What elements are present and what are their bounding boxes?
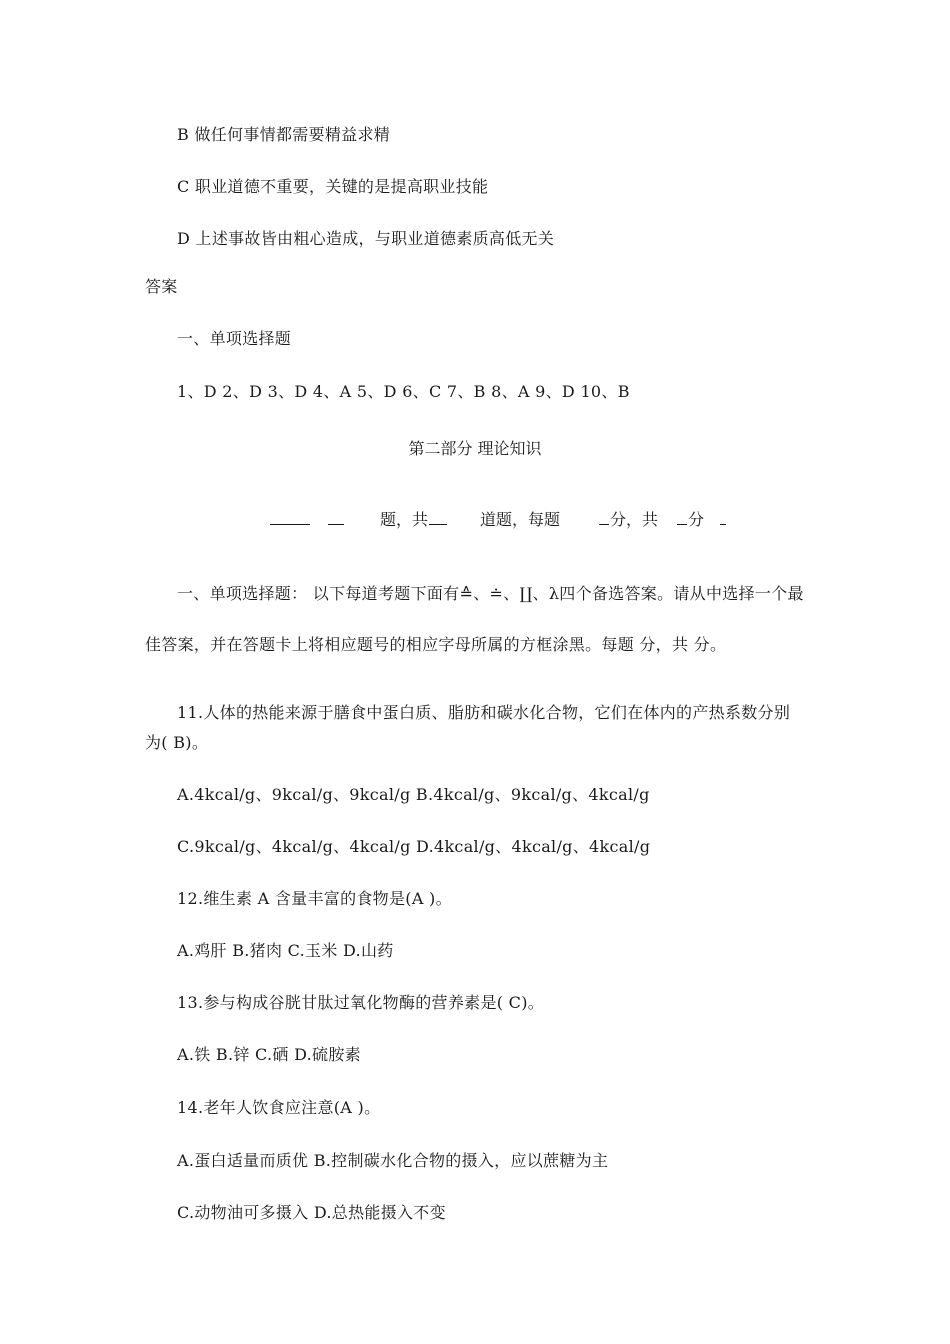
- question-11-stem-cont: 为( B)。: [145, 733, 209, 752]
- blank-2: [328, 509, 344, 531]
- question-14-stem: 14.老年人饮食应注意(A )。: [177, 1098, 381, 1117]
- score-text-4: 分: [688, 510, 705, 529]
- blank-3: [429, 509, 447, 531]
- question-14-options-ab: A.蛋白适量而质优 B.控制碳水化合物的摄入，应以蔗糖为主: [177, 1151, 609, 1170]
- question-11-stem: 11.人体的热能来源于膳食中蛋白质、脂肪和碳水化合物，它们在体内的产热系数分别: [177, 703, 791, 722]
- question-13-options: A.铁 B.锌 C.硒 D.硫胺素: [177, 1045, 361, 1064]
- score-text-2: 道题，每题: [480, 510, 561, 529]
- blank-5: [677, 509, 687, 531]
- score-text-3: 分，共: [610, 510, 659, 529]
- instruction-line-1: 一、单项选择题： 以下每道考题下面有≙、≐、∐、λ四个备选答案。请从中选择一个最: [177, 584, 804, 603]
- option-d: D 上述事故皆由粗心造成，与职业道德素质高低无关: [177, 229, 555, 248]
- blank-6: [720, 509, 726, 531]
- answers-heading: 答案: [145, 277, 178, 296]
- answers-section: 一、单项选择题: [177, 329, 292, 348]
- question-13-stem: 13.参与构成谷胱甘肽过氧化物酶的营养素是( C)。: [177, 993, 545, 1012]
- question-11-options-ab: A.4kcal/g、9kcal/g、9kcal/g B.4kcal/g、9kcal/g、4kcal/g: [177, 785, 650, 804]
- question-12-options: A.鸡肝 B.猪肉 C.玉米 D.山药: [177, 941, 394, 960]
- question-12-stem: 12.维生素 A 含量丰富的食物是(A )。: [177, 889, 452, 908]
- instruction-line-2: 佳答案，并在答题卡上将相应题号的相应字母所属的方框涂黑。每题 分，共 分。: [145, 635, 727, 654]
- blank-1: [270, 509, 310, 531]
- blank-4: [599, 509, 609, 531]
- option-c: C 职业道德不重要，关键的是提高职业技能: [177, 177, 489, 196]
- option-b: B 做任何事情都需要精益求精: [177, 125, 391, 144]
- part-title: 第二部分 理论知识: [408, 439, 542, 458]
- question-11-options-cd: C.9kcal/g、4kcal/g、4kcal/g D.4kcal/g、4kcal/g、4kcal/g: [177, 837, 651, 856]
- score-text-1: 题，共: [380, 510, 429, 529]
- answers-list: 1、D 2、D 3、D 4、A 5、D 6、C 7、B 8、A 9、D 10、B: [177, 382, 630, 401]
- question-14-options-cd: C.动物油可多摄入 D.总热能摄入不变: [177, 1203, 446, 1222]
